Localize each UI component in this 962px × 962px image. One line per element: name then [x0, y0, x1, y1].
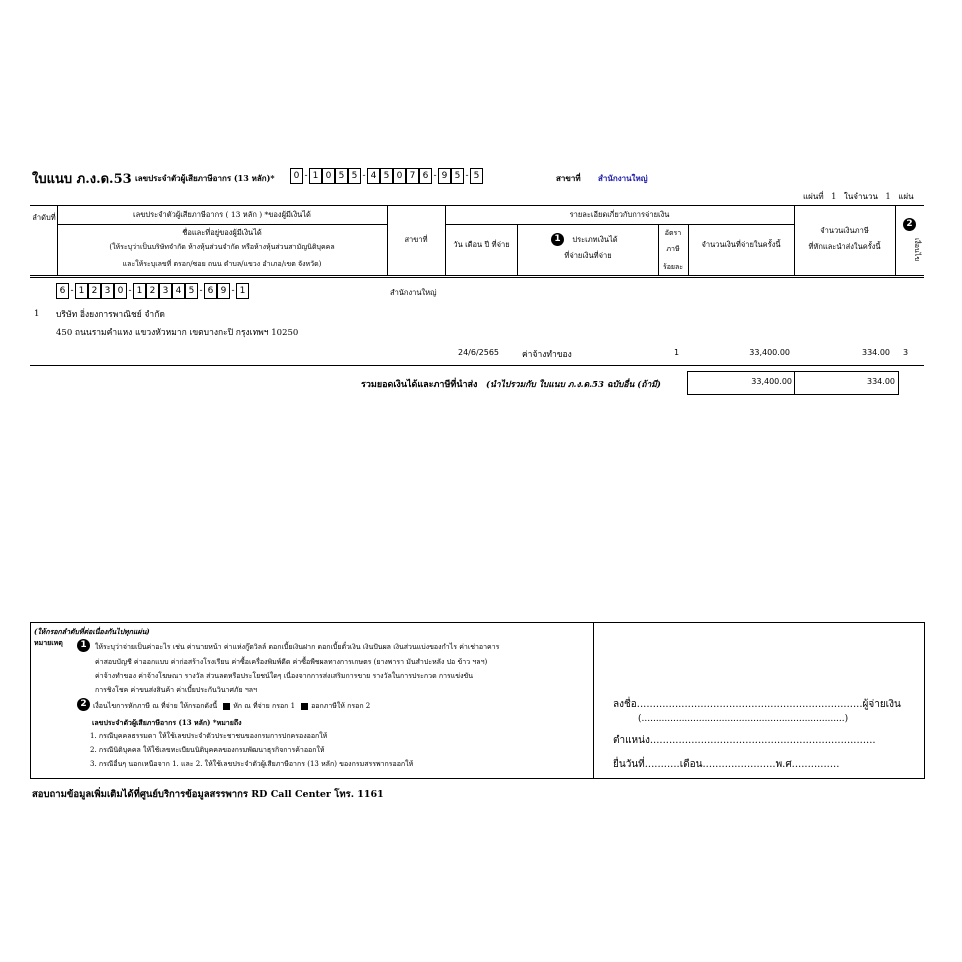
taxid-digit[interactable]: 5 — [335, 168, 348, 184]
taxid-label: เลขประจำตัวผู้เสียภาษีอากร (13 หลัก)* — [135, 173, 275, 183]
col-divider — [794, 205, 795, 275]
taxid-note-2: 2. กรณีนิติบุคคล ให้ใช้เลขทะเบียนนิติบุคคลของกรมพัฒนาธุรกิจการค้าออกให้ — [90, 746, 325, 754]
sheet-count: แผ่นที่ 1 ในจำนวน 1 แผ่น — [803, 192, 914, 201]
taxid-digit[interactable]: 9 — [217, 283, 230, 299]
dash-separator: - — [304, 171, 308, 181]
row-rate: 1 — [674, 348, 680, 357]
square-bullet-icon — [301, 703, 308, 710]
taxid-digit[interactable]: 0 — [322, 168, 335, 184]
taxid-digit[interactable]: 1 — [133, 283, 146, 299]
table-header-bottom-line — [30, 275, 924, 276]
taxid-digit[interactable]: 0 — [393, 168, 406, 184]
branch-value: สำนักงานใหญ่ — [598, 173, 648, 183]
table-bottom-line — [30, 365, 924, 366]
header-rate-2: ภาษี — [666, 245, 680, 253]
header-branch: สาขาที่ — [404, 235, 428, 244]
totals-amount: 33,400.00 — [751, 377, 792, 386]
signature-line[interactable]: ลงชื่อ.......................................................................ผู้จ่ายเงิน — [613, 699, 901, 710]
badge-2-icon: 2 — [903, 218, 916, 231]
remark-line-3: ค่าจ้างทำของ ค่าจ้างโฆษณา รางวัล ส่วนลดหรือประโยชน์ใดๆ เนื่องจากการส่งเสริมการขาย รางวัลในการประกวด การแข่งขัน — [95, 672, 474, 680]
table-top-line — [30, 205, 924, 206]
header-payee-name: ชื่อและที่อยู่ของผู้มีเงินได้ — [182, 228, 262, 237]
col-divider — [517, 224, 518, 275]
totals-label: รวมยอดเงินได้และภาษีที่นำส่ง — [361, 380, 478, 390]
taxid-digit[interactable]: 5 — [348, 168, 361, 184]
row-branch: สำนักงานใหญ่ — [390, 288, 437, 297]
col-divider — [895, 205, 896, 275]
taxid-note-heading: เลขประจำตัวผู้เสียภาษีอากร (13 หลัก) *หมายถึง — [92, 718, 242, 727]
row-seq: 1 — [34, 309, 40, 319]
header-rate-3: ร้อยละ — [662, 263, 684, 271]
header-seq: ลำดับที่ — [32, 213, 56, 222]
dash-separator: - — [199, 286, 203, 296]
taxid-digit[interactable]: 4 — [172, 283, 185, 299]
taxid-digit[interactable]: 1 — [309, 168, 322, 184]
col-divider — [57, 205, 58, 275]
dash-separator: - — [128, 286, 132, 296]
row-amount: 33,400.00 — [749, 348, 790, 357]
taxid-note-1: 1. กรณีบุคคลธรรมดา ให้ใช้เลขประจำตัวประชาชนของกรมการปกครองออกให้ — [90, 732, 328, 740]
taxid-digit[interactable]: 1 — [75, 283, 88, 299]
dash-separator: - — [70, 286, 74, 296]
company-taxid-boxes — [290, 168, 483, 184]
condition-legend — [93, 701, 370, 712]
row-payee-name: บริษัท อิ่งยงการพาณิชย์ จำกัด — [56, 310, 165, 320]
submit-date-line[interactable]: ยื่นวันที่...........เดือน.......................พ.ศ............... — [613, 759, 840, 770]
remark-line-2: ค่าสอบบัญชี ค่าออกแบบ ค่าก่อสร้างโรงเรียน ค่าซื้อเครื่องพิมพ์ดีด ค่าซื้อพืชผลทางการเกษตร (ยางพารา มันสำปะหลัง ปอ ข้าว ฯลฯ) — [95, 658, 488, 666]
badge-1-icon: 1 — [77, 639, 90, 652]
taxid-digit[interactable]: 5 — [470, 168, 483, 184]
header-amount-paid: จำนวนเงินที่จ่ายในครั้งนี้ — [701, 240, 781, 249]
dash-separator: - — [465, 171, 469, 181]
totals-note: (นำไปรวมกับ ใบแนบ ภ.ง.ด.53 ฉบับอื่น (ถ้ามี) — [486, 380, 661, 390]
header-tax-withheld-2: ที่หักและนำส่งในครั้งนี้ — [808, 242, 881, 251]
taxid-digit[interactable]: 7 — [406, 168, 419, 184]
taxid-digit[interactable]: 6 — [204, 283, 217, 299]
header-payee-note1: (ให้ระบุว่าเป็นบริษัทจำกัด ห้างหุ้นส่วนจำกัด หรือห้างหุ้นส่วนสามัญนิติบุคคล — [109, 243, 335, 251]
form-title: ใบแนบ ภ.ง.ด.53 — [32, 172, 132, 187]
remark-line-4: การชิงโชค ค่าขนส่งสินค้า ค่าเบี้ยประกันวินาศภัย ฯลฯ — [95, 686, 258, 694]
row-tax: 334.00 — [862, 348, 890, 357]
header-payee-note2: และให้ระบุเลขที่ ตรอก/ซอย ถนน ตำบล/แขวง อำเภอ/เขต จังหวัด) — [122, 260, 322, 268]
taxid-digit[interactable]: 3 — [159, 283, 172, 299]
dash-separator: - — [433, 171, 437, 181]
taxid-digit[interactable]: 4 — [367, 168, 380, 184]
totals-tax: 334.00 — [867, 377, 895, 386]
condition-option-1: หัก ณ ที่จ่าย กรอก 1 — [233, 702, 296, 710]
remark-line-1: ให้ระบุว่าจ่ายเป็นค่าอะไร เช่น ค่านายหน้า ค่าแห่งกู๊ดวิลล์ ดอกเบี้ยเงินฝาก ดอกเบี้ยตั๋วเงิน เงินปันผล เงินส่วนแบ่งของกำไร ค่าเช่าอาคาร — [95, 643, 500, 651]
badge-1-icon: 1 — [551, 233, 564, 246]
condition-label: เงื่อนไขการหักภาษี ณ ที่จ่าย ให้กรอกดังนี้ — [93, 702, 218, 710]
footer-contact: สอบถามข้อมูลเพิ่มเติมได้ที่ศูนย์บริการข้อมูลสรรพากร RD Call Center โทร. 1161 — [32, 789, 384, 800]
header-tax-withheld-1: จำนวนเงินภาษี — [820, 226, 869, 235]
row-income-type: ค่าจ้างทำของ — [522, 350, 572, 360]
table-header-bottom-line-2 — [30, 277, 924, 278]
condition-option-2: ออกภาษีให้ กรอก 2 — [311, 702, 371, 710]
row-divider — [57, 224, 387, 225]
header-payee-taxid: เลขประจำตัวผู้เสียภาษีอากร ( 13 หลัก ) *ของผู้มีเงินได้ — [133, 210, 311, 219]
row-divider — [445, 224, 794, 225]
remark-label: หมายเหตุ — [34, 638, 63, 647]
position-line[interactable]: ตำแหน่ง....................................................................... — [613, 735, 876, 746]
header-income-type-2: ที่จ่ายเงินที่จ่าย — [564, 251, 612, 260]
row-payee-address: 450 ถนนรามคำแหง แขวงหัวหมาก เขตบางกะปิ กรุงเทพฯ 10250 — [56, 328, 299, 338]
dash-separator: - — [231, 286, 235, 296]
taxid-digit[interactable]: 5 — [451, 168, 464, 184]
taxid-digit[interactable]: 2 — [146, 283, 159, 299]
header-income-type: ประเภทเงินได้ — [572, 235, 618, 244]
header-rate-1: อัตรา — [664, 229, 682, 237]
notes-divider — [593, 622, 594, 778]
signature-name-line[interactable]: (.......................................................................) — [638, 714, 849, 724]
taxid-note-3: 3. กรณีอื่นๆ นอกเหนือจาก 1. และ 2. ให้ใช้เลขประจำตัวผู้เสียภาษีอากร (13 หลัก) ของกรมสรรพากรออกให้ — [90, 760, 414, 768]
dash-separator: - — [362, 171, 366, 181]
taxid-digit[interactable]: 1 — [236, 283, 249, 299]
taxid-digit[interactable]: 3 — [101, 283, 114, 299]
branch-label: สาขาที่ — [556, 173, 581, 183]
payee-taxid-boxes — [56, 283, 249, 299]
header-pay-date: วัน เดือน ปี ที่จ่าย — [453, 240, 510, 249]
square-bullet-icon — [223, 703, 230, 710]
taxid-digit[interactable]: 6 — [419, 168, 432, 184]
row-condition: 3 — [903, 348, 909, 357]
col-divider — [387, 205, 388, 275]
taxid-digit[interactable]: 6 — [56, 283, 69, 299]
taxid-digit[interactable]: 2 — [88, 283, 101, 299]
col-divider — [445, 205, 446, 275]
col-divider — [688, 224, 689, 275]
badge-2-icon: 2 — [77, 698, 90, 711]
taxid-digit[interactable]: 0 — [290, 168, 303, 184]
header-condition: เงื่อนไข — [913, 238, 921, 262]
taxid-digit[interactable]: 5 — [380, 168, 393, 184]
notes-heading: (ให้กรอกลำดับที่ต่อเนื่องกันไปทุกแผ่น) — [34, 627, 150, 636]
taxid-digit[interactable]: 9 — [438, 168, 451, 184]
row-pay-date: 24/6/2565 — [458, 348, 500, 357]
header-payment-detail: รายละเอียดเกี่ยวกับการจ่ายเงิน — [569, 210, 670, 219]
taxid-digit[interactable]: 5 — [185, 283, 198, 299]
taxid-digit[interactable]: 0 — [114, 283, 127, 299]
totals-divider — [794, 371, 795, 394]
